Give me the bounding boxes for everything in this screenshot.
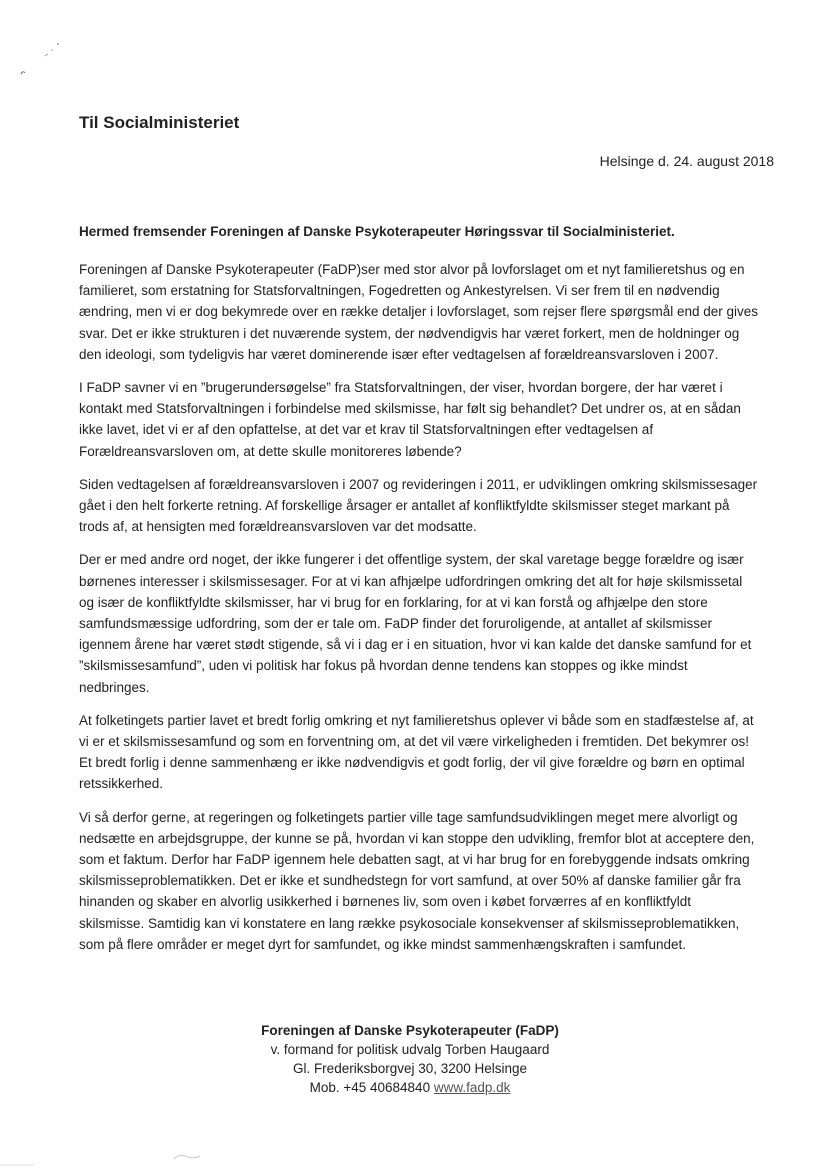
website-link[interactable]: www.fadp.dk: [433, 1080, 511, 1095]
scan-speck-bottom: [170, 1150, 210, 1164]
date-line: Helsinge d. 24. august 2018: [599, 153, 774, 169]
paragraph: At folketingets partier lavet et bredt forlig omkring et nyt familieretshus oplever vi både som en stadfæstelse af, at vi er et skilsmissesamfund og som en forventning om, at det vil være virkeligheden i fremtiden. Det bekymrer os! Et bredt forlig i denne sammenhæng er ikke nødvendigvis et godt forlig, der vil give forældre og børn en optimal retssikkerhed.: [79, 712, 754, 792]
paragraph: Foreningen af Danske Psykoterapeuter (FaDP)ser med stor alvor på lovforslaget om et nyt familieretshus og en familieret, som erstatning for Statsforvaltningen, Fogedretten og Ankestyrelsen. Vi ser frem til en nødvendig ændring, men vi er dog bekymrede over en række detaljer i lovforslaget, som rejser flere spørgsmål end der gives svar. Det er ikke strukturen i det nuværende system, der nødvendigvis har været forkert, men de holdninger og den ideologi, som tydeligvis har været dominerende især efter vedtagelsen af forældreansvarsloven i 2007.: [79, 262, 759, 362]
signature-block: [200, 1021, 620, 1097]
signature-org: Foreningen af Danske Psykoterapeuter (FaDP): [261, 1023, 559, 1038]
letter-body: [79, 259, 759, 967]
signature-contact: [200, 1078, 620, 1097]
scan-speck-marks: [14, 36, 74, 86]
intro-line: Hermed fremsender Foreningen af Danske Psykoterapeuter Høringssvar til Socialministeriet.: [79, 224, 675, 239]
signature-address: Gl. Frederiksborgvej 30, 3200 Helsinge: [292, 1061, 528, 1076]
paragraph: Siden vedtagelsen af forældreansvarsloven i 2007 og revideringen i 2011, er udviklingen omkring skilsmissesager gået i den helt forkerte retning. Af forskellige årsager er antallet af konfliktfyldte skilsmisser steget markant på trods af, at hensigten med forældreansvarsloven var det modsatte.: [79, 476, 758, 535]
signature-phone: Mob. +45 40684840: [309, 1080, 431, 1095]
scan-edge-line: [0, 1162, 40, 1168]
paragraph: I FaDP savner vi en ”brugerundersøgelse” fra Statsforvaltningen, der viser, hvordan borgere, der har været i kontakt med Statsforvaltningen i forbindelse med skilsmisse, har følt sig behandlet? Det undrer os, at en sådan ikke lavet, idet vi er af den opfattelse, at det var et krav til Statsforvaltningen efter vedtagelsen af Forældreansvarsloven om, at dette skulle monitoreres løbende?: [79, 380, 741, 459]
paragraph: Der er med andre ord noget, der ikke fungerer i det offentlige system, der skal varetage begge forældre og især børnenes interesser i skilsmissesager. For at vi kan afhjælpe udfordringen omkring det alt for høje skilsmissetal og især de konfliktfyldte skilsmisser, har vi brug for en forklaring, for at vi kan forstå og afhjælpe den store samfundsmæssige udfordring, som der er tale om. FaDP finder det foruroligende, at antallet af skilsmisser igennem årene har været stødt stigende, så vi i dag er i en situation, hvor vi kan kalde det danske samfund for et ”skilsmissesamfund”, uden vi politisk har fokus på hvordan denne tendens kan stoppes og ikke mindst nedbringes.: [79, 552, 752, 695]
paragraph: Vi så derfor gerne, at regeringen og folketingets partier ville tage samfundsudviklingen meget mere alvorligt og nedsætte en arbejdsgruppe, der kunne se på, hvordan vi kan stoppe den udvikling, fremfor blot at acceptere den, som et faktum. Derfor har FaDP igennem hele debatten sagt, at vi har brug for en forebyggende indsats omkring skilsmisseproblematikken. Det er ikke et sundhedstegn for vort samfund, at over 50% af danske familier går fra hinanden og skaber en alvorlig usikkerhed i børnenes liv, som oven i købet forværres af en konfliktfyldt skilsmisse. Samtidig kan vi konstatere en lang række psykosociale konsekvenser af skilsmisseproblematikken, som på flere områder er meget dyrt for samfundet, og ikke mindst sammenhængskraften i samfundet.: [79, 809, 755, 952]
recipient-heading: Til Socialministeriet: [79, 113, 240, 132]
signature-role: v. formand for politisk udvalg Torben Haugaard: [270, 1042, 550, 1057]
